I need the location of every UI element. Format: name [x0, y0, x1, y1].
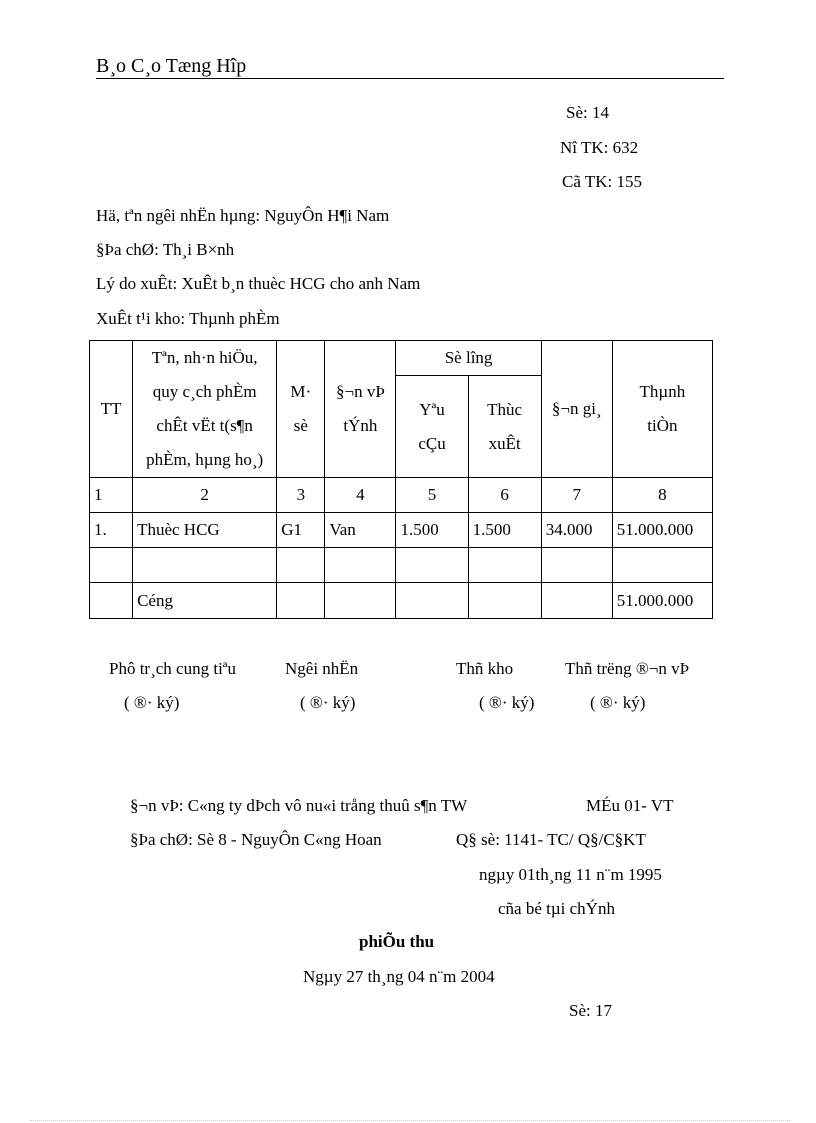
header-unit [325, 341, 396, 478]
row-tt: 1. [90, 513, 133, 548]
index-cell: 3 [277, 478, 325, 513]
signature-note-director: ( ®· ký) [590, 693, 646, 712]
signature-title-receiver: Ngêi nhËn [285, 659, 359, 678]
signature-note-purchasing: ( ®· ký) [124, 693, 180, 712]
index-cell: 8 [612, 478, 712, 513]
row-price: 34.000 [541, 513, 612, 548]
row-code: G1 [277, 513, 325, 548]
header-unit-line: §¬n vÞ [336, 382, 385, 401]
header-qty-required-line: Yªu [419, 399, 445, 419]
address-line: §Þa chØ: Th¸i B×nh [96, 240, 235, 259]
row-amount: 51.000.000 [612, 513, 712, 548]
receipt-issuer: cña bé tµi chÝnh [498, 899, 615, 918]
header-name-line: Tªn, nh·n hiÖu, [151, 348, 258, 367]
signature-note-receiver: ( ®· ký) [300, 693, 356, 712]
row-name: Thuèc HCG [133, 513, 277, 548]
row-unit: Van [325, 513, 396, 548]
header-qty-actual-line: Thùc [487, 399, 523, 419]
goods-table [89, 340, 713, 619]
index-cell: 6 [468, 478, 541, 513]
voucher-number: Sè: 14 [566, 103, 609, 122]
receipt-number: Sè: 17 [569, 1001, 612, 1020]
header-price: §¬n gi¸ [541, 341, 612, 478]
receipt-title: phiÕu thu [359, 932, 435, 951]
receipt-unit: §¬n vÞ: C«ng ty dÞch vô nu«i trång thuû s¶n TW [130, 796, 468, 815]
header-code-line: sè [293, 416, 308, 435]
index-cell: 4 [325, 478, 396, 513]
header-name-line: phÈm, hµng ho¸) [146, 450, 264, 469]
signature-title-director: Thñ trëng ®¬n vÞ [565, 659, 690, 678]
header-quantity-group: Sè lîng [396, 341, 541, 376]
header-qty-required [396, 376, 468, 478]
report-title: B¸o C¸o Tæng Hîp [96, 55, 247, 77]
header-qty-actual-line: xuÊt [488, 433, 521, 453]
table-total-row [90, 583, 713, 619]
row-qty-required: 1.500 [396, 513, 468, 548]
header-amount [612, 341, 712, 478]
header-name-line: chÊt vËt t(s¶n [156, 416, 253, 435]
header-qty-actual [468, 376, 541, 478]
header-name [133, 341, 277, 478]
header-unit-line: tÝnh [343, 416, 378, 435]
table-header-row [90, 341, 713, 376]
signature-note-storekeeper: ( ®· ký) [479, 693, 535, 712]
header-tt: TT [90, 341, 133, 478]
table-index-row [90, 478, 713, 513]
page-bottom-divider [30, 1120, 790, 1121]
signature-title-storekeeper: Thñ kho [456, 659, 514, 678]
credit-account: Cã TK: 155 [562, 172, 642, 191]
index-cell: 1 [90, 478, 133, 513]
debit-account: Nî TK: 632 [560, 138, 639, 157]
index-cell: 7 [541, 478, 612, 513]
receipt-address: §Þa chØ: Sè 8 - NguyÔn C«ng Hoan [130, 830, 382, 849]
signature-title-purchasing: Phô tr¸ch cung tiªu [109, 659, 236, 678]
total-label: Céng [133, 583, 277, 619]
receiver-line: Hä, tªn ngêi nhËn hµng: NguyÔn H¶i Nam [96, 206, 390, 225]
reason-line: Lý do xuÊt: XuÊt b¸n thuèc HCG cho anh Nam [96, 274, 421, 293]
warehouse-line: XuÊt t¹i kho: Thµnh phÈm [96, 309, 280, 328]
receipt-decision: Q§ sè: 1141- TC/ Q§/C§KT [456, 830, 646, 849]
header-amount-line: Thµnh [639, 382, 686, 401]
index-cell: 2 [133, 478, 277, 513]
header-code-line: M· [290, 382, 312, 401]
header-amount-line: tiÒn [647, 416, 678, 435]
header-divider [96, 78, 724, 79]
index-cell: 5 [396, 478, 468, 513]
row-qty-actual: 1.500 [468, 513, 541, 548]
receipt-date: Ngµy 27 th¸ng 04 n¨m 2004 [303, 967, 495, 986]
total-amount: 51.000.000 [612, 583, 712, 619]
table-row [90, 513, 713, 548]
receipt-decision-date: ngµy 01th¸ng 11 n¨m 1995 [479, 865, 662, 884]
header-name-line: quy c¸ch phÈm [152, 382, 257, 401]
receipt-form-code: MÉu 01- VT [586, 796, 674, 815]
header-qty-required-line: cÇu [418, 433, 446, 453]
table-empty-row [90, 548, 713, 583]
header-code [277, 341, 325, 478]
